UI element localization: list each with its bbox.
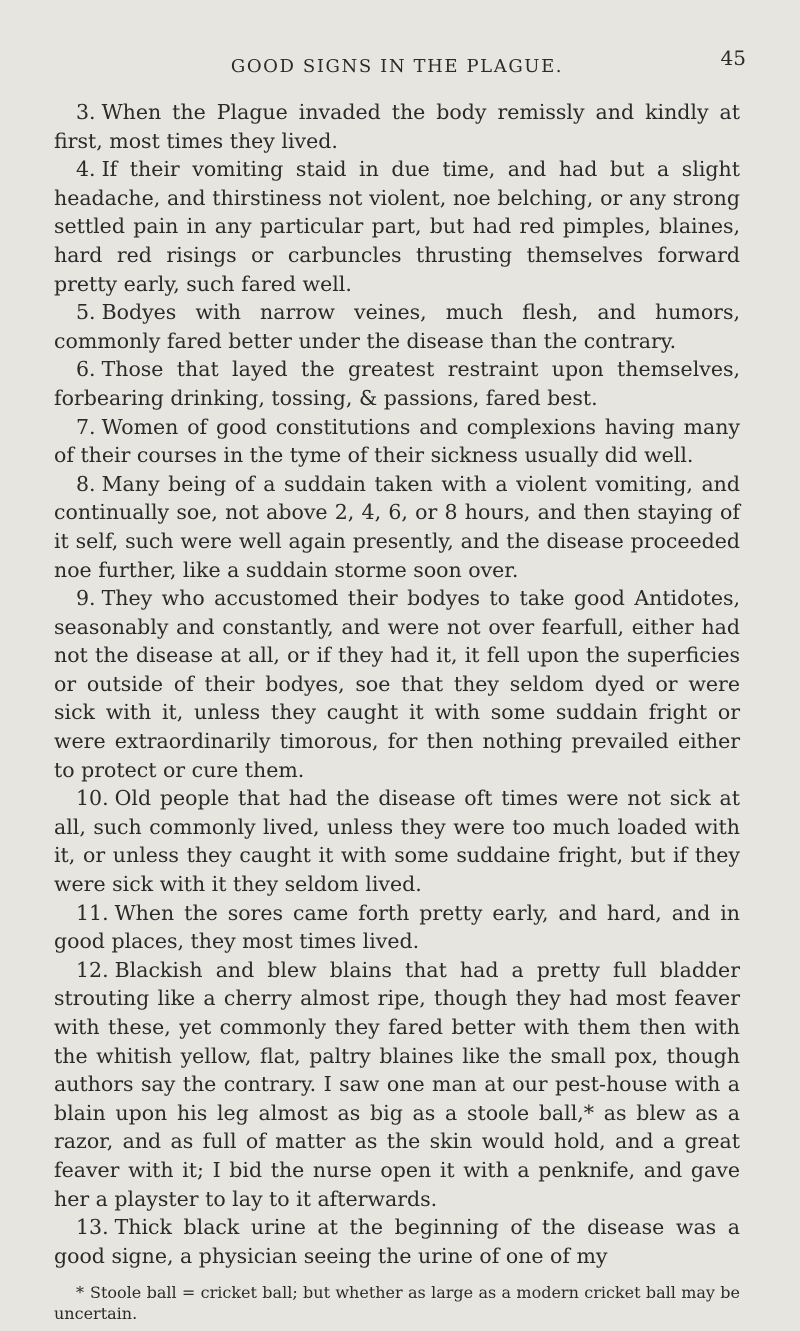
paragraph-11	[54, 899, 740, 956]
footnote-text: Stoole ball = cricket ball; but whether as large as a modern cricket ball may be uncertain.	[54, 1283, 740, 1324]
paragraph-number: 7.	[76, 414, 96, 439]
paragraph-10	[54, 784, 740, 898]
page-number: 45	[720, 46, 746, 70]
paragraph-number: 6.	[76, 357, 96, 382]
paragraph-number: 8.	[76, 471, 96, 496]
running-title: GOOD SIGNS IN THE PLAGUE.	[230, 56, 564, 77]
paragraph-number: 10.	[76, 786, 109, 811]
running-head	[54, 46, 746, 90]
paragraph-text: Many being of a suddain taken with a violent vomiting, and continually soe, not above 2, 4, 6, or 8 hours, and then staying of it self, such were well again presently, and the disease proceeded noe further, like a suddain storme soon over.	[54, 471, 740, 582]
paragraph-7	[54, 413, 740, 470]
paragraph-9	[54, 584, 740, 784]
paragraph-6	[54, 355, 740, 412]
paragraph-text: Women of good constitutions and complexions having many of their courses in the tyme of their sickness usually did well.	[54, 414, 740, 468]
footnote-mark: *	[76, 1283, 84, 1303]
paragraph-text: Those that layed the greatest restraint upon themselves, forbearing drinking, tossing, & passions, fared best.	[54, 357, 740, 410]
paragraph-text: When the sores came forth pretty early, and hard, and in good places, they most times lived.	[54, 900, 740, 954]
paragraph-8	[54, 470, 740, 584]
paragraph-12	[54, 956, 740, 1213]
paragraph-number: 5.	[76, 300, 96, 325]
paragraph-text: They who accustomed their bodyes to take good Antidotes, seasonably and constantly, and were not over fearfull, either had not the disease at all, or if they had it, it fell upon the superficies or outside of their bodyes, soe that they seldom dyed or were sick with it, unless they caught it with some suddain fright or were extraordinarily timorous, for then nothing prevailed either to protect or cure them.	[54, 586, 740, 782]
paragraph-text: Old people that had the disease oft times were not sick at all, such commonly lived, unless they were too much loaded with it, or unless they caught it with some suddaine fright, but if they were sick with it they seldom lived.	[54, 786, 740, 897]
paragraph-4	[54, 155, 740, 298]
paragraph-5	[54, 298, 740, 355]
paragraph-text: Blackish and blew blains that had a pretty full bladder strouting like a cherry almost ripe, though they had most feaver with these, yet commonly they fared better with them then with the whitish yellow, flat, paltry blaines like the small pox, though authors say the contrary. I saw one man at our pest-house with a blain upon his leg almost as big as a stoole ball,* as blew as a razor, and as full of matter as the skin would hold, and a great feaver with it; I bid the nurse open it with a penknife, and gave her a playster to lay to it afterwards.	[54, 957, 740, 1211]
paragraph-13	[54, 1213, 740, 1270]
paragraph-number: 11.	[76, 900, 109, 925]
paragraph-number: 12.	[76, 957, 109, 982]
body-text	[54, 98, 740, 1270]
paragraph-text: Bodyes with narrow veines, much flesh, and humors, commonly fared better under the disease than the contrary.	[54, 300, 740, 353]
paragraph-3	[54, 98, 740, 155]
paragraph-number: 4.	[76, 157, 96, 182]
paragraph-number: 9.	[76, 586, 96, 611]
paragraph-number: 3.	[76, 100, 96, 124]
paragraph-text: If their vomiting staid in due time, and had but a slight headache, and thirstiness not violent, noe belching, or any strong settled pain in any particular part, but had red pimples, blaines, hard red risings or carbuncles thrusting themselves forward pretty early, such fared well.	[54, 157, 740, 296]
paragraph-text: When the Plague invaded the body remissly and kindly at first, most times they lived.	[54, 100, 740, 153]
footnote	[54, 1282, 740, 1324]
paragraph-number: 13.	[76, 1215, 109, 1240]
paragraph-text: Thick black urine at the beginning of the disease was a good signe, a physician seeing the urine of one of my	[54, 1215, 740, 1268]
